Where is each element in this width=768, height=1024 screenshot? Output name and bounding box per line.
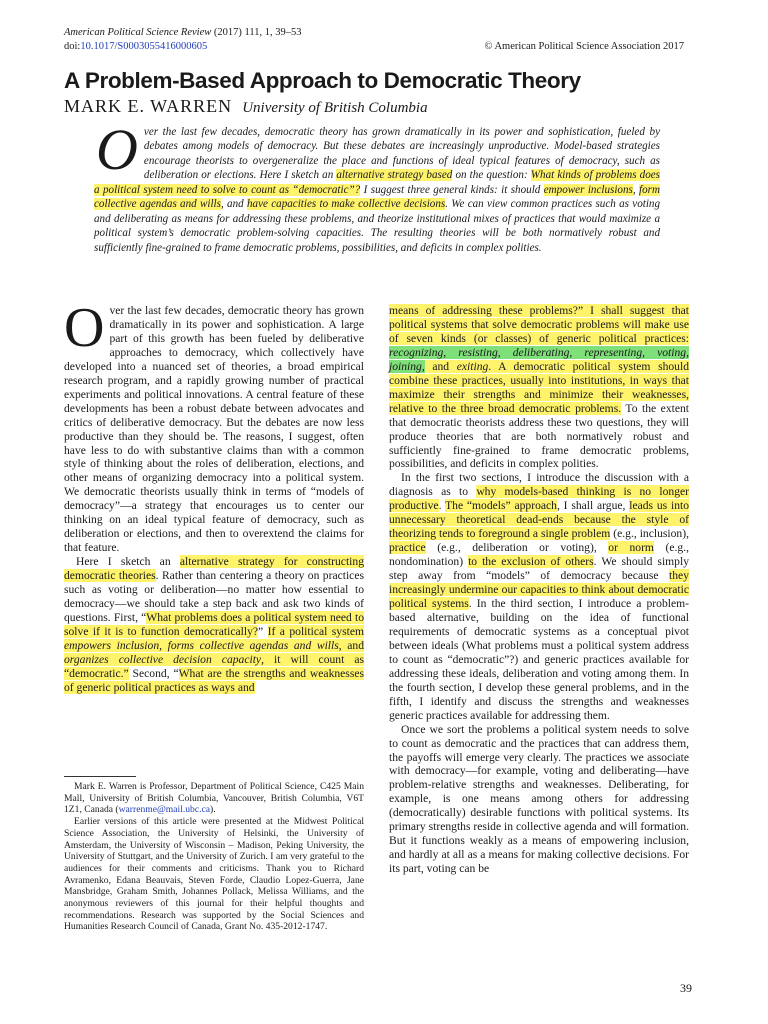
author-name: MARK E. WARREN <box>64 96 233 116</box>
green-highlight: recognizing, resisting, deliberating, representing, voting, joining, <box>389 345 689 373</box>
highlight: The “models” approach <box>445 499 557 513</box>
affiliation: University of British Columbia <box>242 100 428 116</box>
highlight: why models-based thinking is no longer productive <box>389 485 689 513</box>
journal-citation <box>64 26 684 40</box>
highlight: or norm <box>608 541 654 555</box>
drop-cap: O <box>64 297 105 359</box>
body-text: Second, “ <box>128 666 179 680</box>
body-text: Here I sketch an <box>76 555 180 569</box>
highlight: they increasingly undermine our capacities to think about democratic political systems <box>389 569 689 611</box>
abstract-text: , <box>632 183 640 196</box>
highlight: means of addressing these problems?” I shall suggest that political systems that solve democratic problems will make use of seven kinds (or classes) of generic political practices: <box>389 304 689 345</box>
running-header <box>64 26 684 54</box>
doi-link[interactable]: 10.1017/S0003055416000605 <box>80 41 208 52</box>
body-text: ” <box>258 624 268 638</box>
highlight: leads us into unnecessary theoretical dead-ends because the style of theorizing tends to foreground a single problem <box>389 499 690 541</box>
paragraph <box>389 723 689 876</box>
abstract <box>94 117 661 255</box>
doi-prefix: doi: <box>64 41 81 52</box>
paragraph <box>389 471 689 722</box>
highlight: practice <box>389 541 426 555</box>
highlight: alternative strategy for constructing democratic theories <box>64 555 364 583</box>
body-text: . <box>438 499 446 513</box>
highlight: organizes collective decision capacity <box>64 652 262 666</box>
abstract-text: ver the last few decades, democratic theory has grown dramatically in its power and sophistication, fueled by debates among models of democracy. But these debates are increasingly unproductive. Model-based strategies encourage theorists to overgeneralize the place and functions of ideal typical features of democracy, such as deliberation or elections. Here I sketch an <box>143 126 660 182</box>
download-notice <box>4 60 16 1010</box>
highlight: If a political system <box>267 624 364 638</box>
highlight: alternative strategy based <box>336 169 453 182</box>
copyright: © American Political Science Association 2017 <box>484 41 684 52</box>
body-text: (e.g., nondomination) <box>389 541 689 569</box>
highlight: have capacities to make collective decisions <box>246 198 446 211</box>
journal-name: American Political Science Review <box>64 27 212 38</box>
footnote-rule <box>64 776 136 777</box>
footnote-acknowledgments: Earlier versions of this article were presented at the Midwest Political Science Association, the University of Helsinki, the University of Amsterdam, the University of Wisconsin – Madison, Peking University, the University of Stuttgart, and the University of Zurich. I am very grateful to the audiences for their comments and criticisms. Thank you to Richard Avramenko, Edana Beauvais, Steven Forde, Claudio Lopez-Guerra, Jane Mansbridge, Graham Smith, Johannes Pollack, Melissa Williams, and the anonymous reviewers of this journal for their helpful thoughts and recommendations. Research was supported by the Social Sciences and Humanities Research Council of Canada, Grant No. 435-2012-1747. <box>64 816 364 933</box>
highlight: , and <box>338 638 364 652</box>
highlight: What problems does a political system need to solve if it is to function democratically? <box>64 610 364 638</box>
author-line <box>64 96 428 117</box>
paragraph <box>64 297 364 555</box>
footnote-text: Mark E. Warren is Professor, Department of Political Science, C425 Main Mall, University of British Columbia, Vancouver, British Columbia, V6T 1Z1, Canada ( <box>64 781 364 816</box>
highlight: to the exclusion of others <box>468 555 594 569</box>
body-text: Once we sort the problems a political system needs to solve to count as democratic and the practices that can address them, the payoffs will emerge very clearly. The practices we associate with democracy—for example, voting and deliberating—have problem-relative strengths and weaknesses. Deliberating, for example, is one means among others for addressing (democratically) desirable functions with political systems. Its primary strengths reside in collective agenda and will formation. But it functions weakly as a means of empowering inclusion, and hardly at all as a means for making collective decisions. For its part, voting can be <box>389 722 689 876</box>
body-column-left <box>64 297 364 695</box>
footnote-author <box>64 781 364 816</box>
highlight: exiting <box>456 359 489 373</box>
body-text: (e.g., inclusion), <box>610 527 689 541</box>
body-text: ver the last few decades, democratic theory has grown dramatically in its power and sophistication. A large part of this growth has been fueled by deliberative approaches to democracy, which collectively have developed into a nuanced set of theories, a broad empirical research program, and a rapidly growing number of practical experiments and political innovations. A central feature of these developments has been a robust debate between advocates and critics of deliberative democracy. But the debates are now less productive than they should be. The reasons, I suggest, often have less to do with substantive claims than with a common style of thinking about the roles of deliberation, elections, and other means of organizing democracy into a political system. We democratic theorists usually think in terms of “models of democracy”—a strategy that encourages us to center our thinking on an ideal typical feature of democracy, such as deliberation or elections, and then to overextend the claims for that feature. <box>64 304 364 555</box>
abstract-drop-cap: O <box>96 117 138 182</box>
body-column-right <box>389 304 689 876</box>
abstract-text: . We can view common practices such as voting and deliberating as means for addressing these problems, and theorize institutional mixes of practices that would maximize a political system’s democratic problem-solving capacities. The resulting theories will be both normatively robust and sufficiently fine-grained to frame democratic problems, possibilities, and deficits in complex polities. <box>94 198 661 254</box>
highlight: empower inclusions <box>543 183 633 196</box>
highlight: empowers inclusion, forms collective agendas and wills <box>64 638 339 652</box>
highlight: form collective agendas and wills <box>94 183 661 211</box>
email-link[interactable]: warrenme@mail.ubc.ca <box>118 804 211 816</box>
abstract-text: on the question: <box>452 169 531 182</box>
body-text: . Rather than centering a theory on practices such as voting or deliberation—no matter how essential to democracy—we should take a step back and ask two kinds of questions. First, “ <box>64 569 364 624</box>
paragraph <box>389 304 689 471</box>
highlight: What kinds of problems does a political system need to solve to count as “democratic”? <box>94 169 661 196</box>
body-text: . We should simply step away from “models” of democracy because <box>389 555 690 583</box>
highlight: , it will count as “democratic.” <box>64 652 364 680</box>
page-number: 39 <box>680 981 692 995</box>
abstract-text: , and <box>220 198 247 211</box>
body-text: In the first two sections, I introduce the discussion with a diagnosis as to <box>389 471 689 499</box>
highlight: . A democratic political system should combine these practices, usually into institutions, in ways that maximize their strengths and minimize their weaknesses, relative to the three broad democratic problems. <box>389 359 689 415</box>
doi-sidebar-link[interactable] <box>9 996 17 1005</box>
body-text: . In the third section, I introduce a problem-based alternative, building on the idea of functional requirements of democratic systems as a conceptual pivot between ideals (What problems must a political system address to count as “democratic”?) and generic practices available for addressing these ideals, deliberation and voting among them. In the fourth section, I develop these general problems, and in the fifth, I identify and discuss the strengths and weaknesses generic practices available for addressing them. <box>389 597 689 722</box>
article-title: A Problem-Based Approach to Democratic Theory <box>64 68 581 93</box>
body-text: To the extent that democratic theorists address these two questions, they will produce theories that are both normatively robust and sufficiently fine-grained to frame democratic problems, possibilities, and deficits in complex polities. <box>389 401 690 471</box>
citation: (2017) 111, 1, 39–53 <box>211 27 302 38</box>
footnote-text: ). <box>210 804 216 816</box>
highlight: What are the strengths and weaknesses of generic political practices as ways and <box>64 666 364 694</box>
abstract-text: I suggest three general kinds: it should <box>360 183 544 196</box>
highlight: and <box>424 359 457 373</box>
body-text: (e.g., deliberation or voting), <box>425 541 609 555</box>
paragraph <box>64 555 364 695</box>
footnote <box>64 781 364 933</box>
body-text: , I shall argue, <box>556 499 630 513</box>
